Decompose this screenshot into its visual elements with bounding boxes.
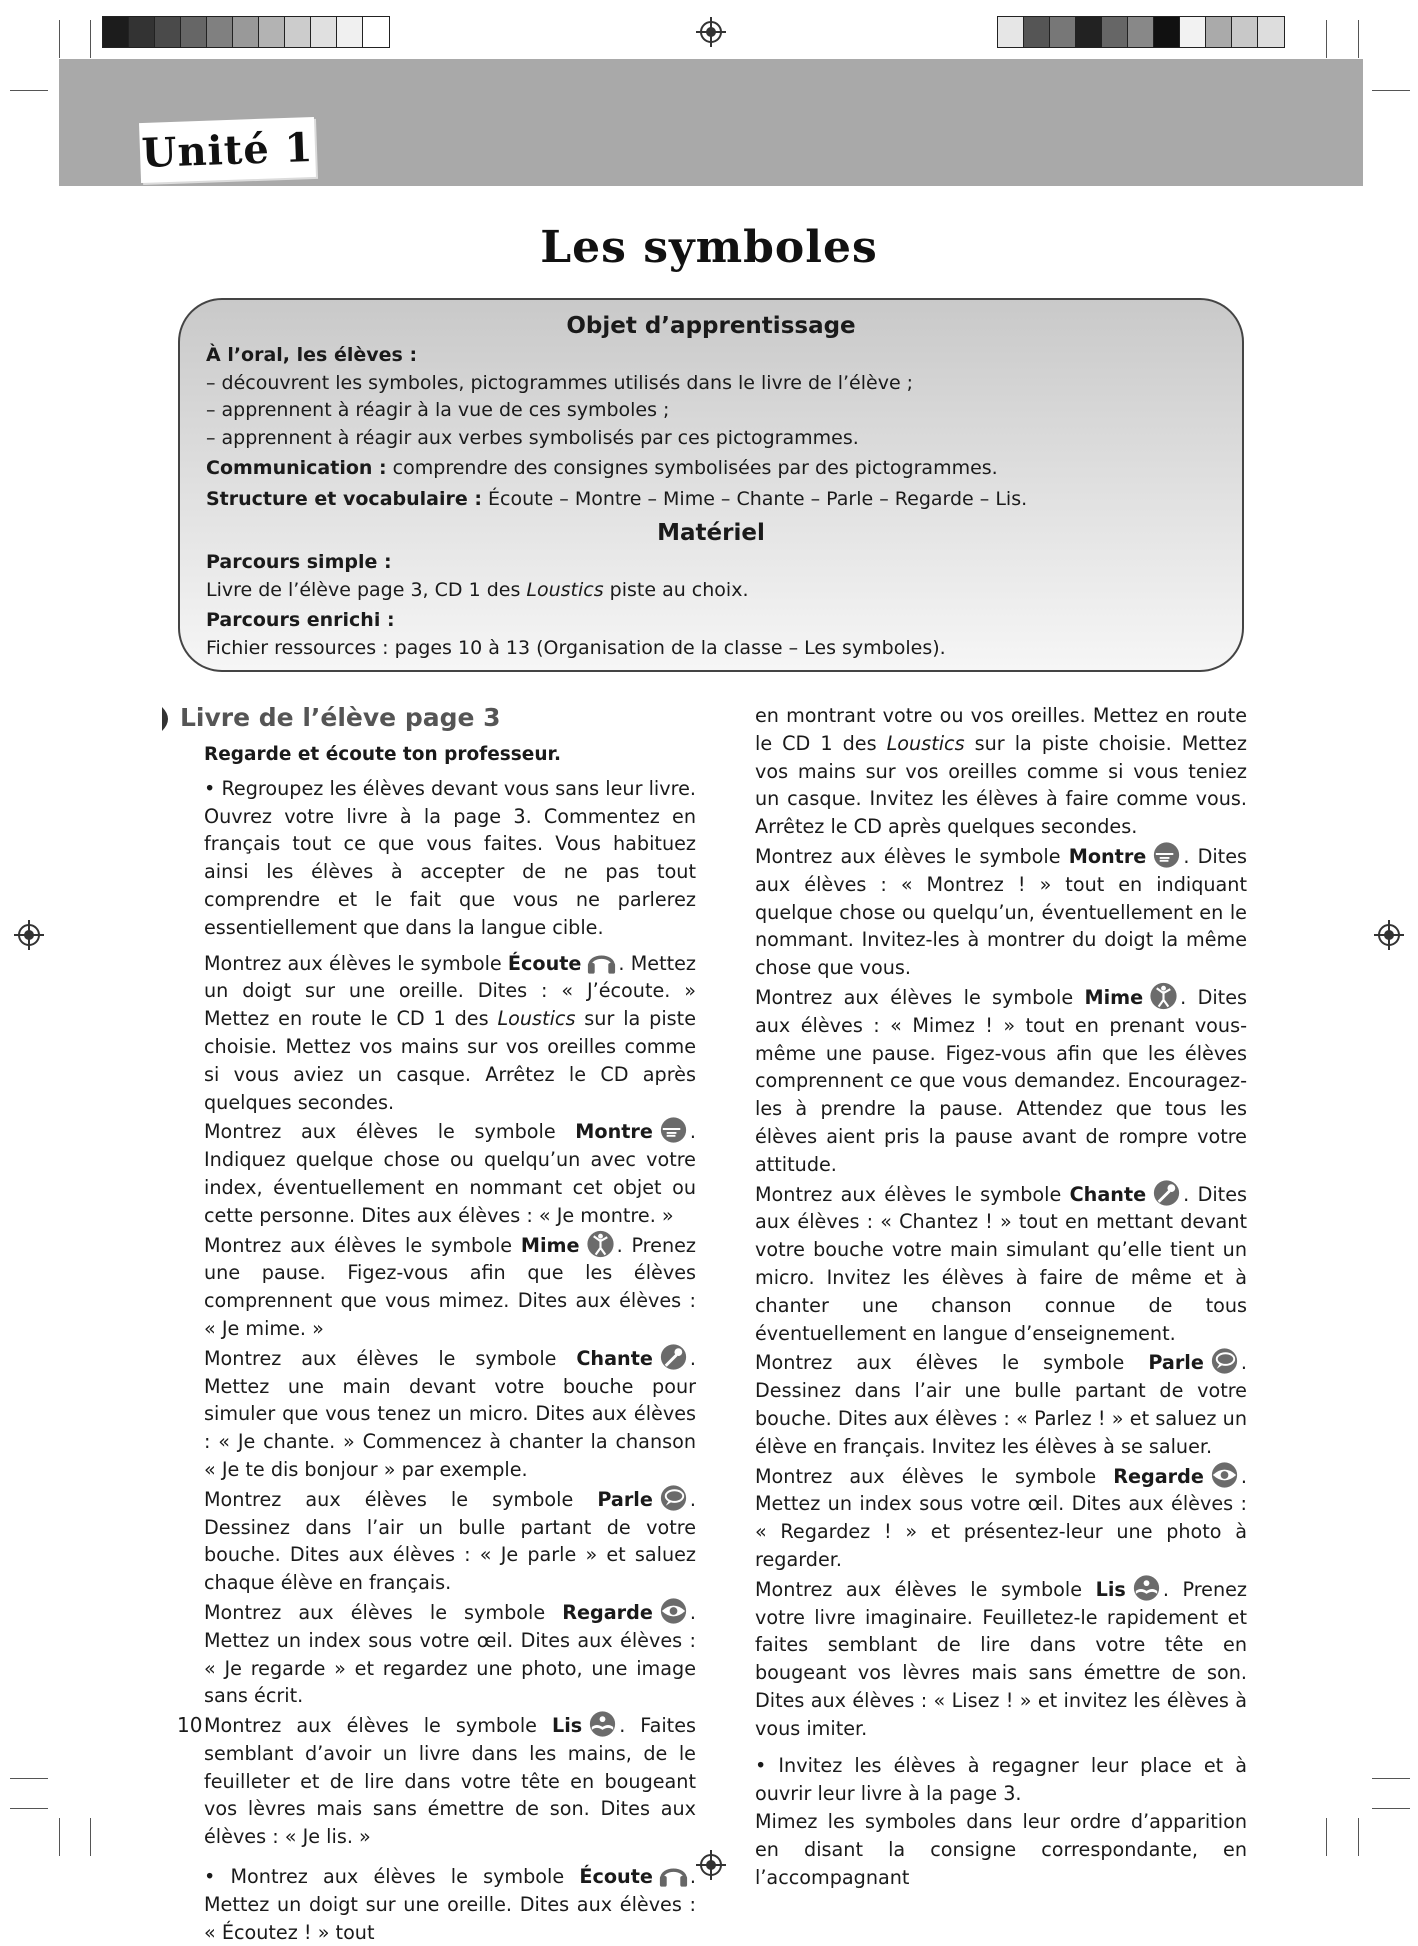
crop-mark xyxy=(10,1808,48,1809)
objective-heading: Objet d’apprentissage xyxy=(566,313,856,339)
symbol-name: Montre xyxy=(1068,844,1147,868)
text: . Indiquez quelque chose ou quelqu’un avec votre index, éventuellement en nommant cet objet ou cette personne. Dites aux élèves : « Je montre. » xyxy=(204,1120,696,1227)
text: Montrez aux élèves le symbole xyxy=(755,1182,1070,1206)
book-icon xyxy=(586,1710,619,1738)
paragraph xyxy=(204,1710,696,1851)
text: . Mettez un index sous votre œil. Dites aux élèves : « Regardez ! » et présentez-leur une photo à regarder. xyxy=(755,1464,1247,1571)
loustics-title: Loustics xyxy=(497,1007,576,1031)
text: . Mettez un index sous votre œil. Dites aux élèves : « Je regarde » et regardez une photo, une image sans écrit. xyxy=(204,1600,696,1708)
paragraph xyxy=(204,1343,696,1484)
communication-line xyxy=(206,455,1216,483)
crop-mark xyxy=(1372,1778,1410,1779)
text: . Dites aux élèves : « Mimez ! » tout en prenant vous-même une pause. Figez-vous afin que les élèves comprennent ce que vous demandez. Encouragez-les à prendre la pause. Attendez que tous les élèves aient pris la pause avant de rompre votre attitude. xyxy=(755,985,1247,1176)
section-heading-text: Livre de l’élève page 3 xyxy=(180,703,501,732)
paragraph xyxy=(755,1461,1247,1574)
pointing-hand-icon xyxy=(657,1116,690,1144)
text: Montrez aux élèves le symbole xyxy=(204,1346,577,1370)
symbol-name: Lis xyxy=(551,1714,583,1738)
paragraph xyxy=(755,702,1247,841)
symbol-name: Montre xyxy=(575,1120,653,1144)
crop-mark xyxy=(1326,20,1327,58)
enrichi-label: Parcours enrichi : xyxy=(206,609,395,631)
text: . Mettez un doigt sur une oreille. Dites aux élèves : « Écoutez ! » tout xyxy=(204,1865,696,1944)
text: . Mettez une main devant votre bouche pour simuler que vous tenez un micro. Dites aux élèves : « Je chante. » Commencez à chanter la chanson « Je te dis bonjour » par exemple. xyxy=(204,1346,696,1481)
symbol-name: Regarde xyxy=(1113,1464,1204,1488)
text: . Prenez une pause. Figez-vous afin que les élèves comprennent que vous mimez. Dites aux élèves : « Je mime. » xyxy=(204,1233,696,1340)
text: sur la piste choisie. Mettez vos mains sur vos oreilles comme si vous teniez un casque. Invitez les élèves à faire comme vous. Arrêtez le CD après quelques secondes. xyxy=(755,731,1247,839)
text: . Dites aux élèves : « Montrez ! » tout en indiquant quelque chose ou quelqu’un, éventuellement en le nommant. Invitez-les à montrer du doigt la même chose que vous. xyxy=(755,844,1247,980)
communication-text: comprendre des consignes symbolisées par des pictogrammes. xyxy=(386,457,998,479)
paragraph xyxy=(755,982,1247,1179)
paragraph xyxy=(204,1230,696,1343)
text: Montrez aux élèves le symbole xyxy=(204,1714,552,1738)
section-bullet-icon xyxy=(160,707,174,731)
objective-bullet: – découvrent les symboles, pictogrammes utilisés dans le livre de l’élève ; xyxy=(206,371,914,394)
text: Montrez aux élèves le symbole xyxy=(204,1120,576,1144)
section-subheading: Regarde et écoute ton professeur. xyxy=(204,744,562,765)
symbol-name: Écoute xyxy=(507,951,582,975)
objective-box xyxy=(178,298,1244,672)
loustics-title: Loustics xyxy=(886,731,965,755)
paragraph xyxy=(755,1347,1247,1460)
paragraph xyxy=(204,1484,696,1597)
text: . Mettez un doigt sur une oreille. Dites : « J’écoute. » Mettez en route le CD 1 des xyxy=(204,951,696,1031)
paragraph: • Regroupez les élèves devant vous sans leur livre. Ouvrez votre livre à la page 3. Commentez en français tout ce que vous faites. Vous habituez ainsi les élèves à accepter de ne pas tout comprendre et le fait que vous ne parlerez essentiellement que dans la langue cible. xyxy=(204,776,696,939)
paragraph: • Invitez les élèves à regagner leur place et à ouvrir leur livre à la page 3. xyxy=(755,1754,1247,1806)
text: . Dessinez dans l’air une bulle partant de votre bouche. Dites aux élèves : « Parlez ! » et saluez un élève en français. Invitez les élèves à se saluer. xyxy=(755,1351,1247,1458)
eye-icon xyxy=(657,1597,690,1625)
symbol-name: Parle xyxy=(597,1487,653,1511)
text: Montrez aux élèves le symbole xyxy=(755,1351,1149,1375)
paragraph xyxy=(755,841,1247,982)
crop-mark xyxy=(10,90,48,91)
text: Montrez aux élèves le symbole xyxy=(755,1577,1096,1601)
paragraph xyxy=(204,948,696,1117)
symbol-name: Parle xyxy=(1148,1351,1204,1375)
registration-mark-icon xyxy=(1378,924,1400,946)
color-calibration-bar-right xyxy=(997,16,1285,48)
unit-label: Unité 1 xyxy=(139,117,316,183)
book-icon xyxy=(1130,1574,1163,1602)
text: en montrant votre ou vos oreilles. Mettez en route le CD 1 des xyxy=(755,704,1247,755)
symbol-name: Regarde xyxy=(562,1600,653,1624)
text: Montrez aux élèves le symbole xyxy=(204,1487,598,1511)
crop-mark xyxy=(59,20,60,58)
crop-mark xyxy=(1358,20,1359,58)
headphones-icon xyxy=(585,948,618,976)
symbol-name: Mime xyxy=(520,1233,580,1257)
right-column xyxy=(755,702,1247,1891)
simple-text xyxy=(206,577,1216,605)
speech-bubble-icon xyxy=(657,1484,690,1512)
objective-bullet: – apprennent à réagir à la vue de ces symboles ; xyxy=(206,399,670,421)
loustics-title: Loustics xyxy=(526,578,604,601)
speech-bubble-icon xyxy=(1208,1347,1241,1375)
simple-label: Parcours simple : xyxy=(206,551,392,573)
microphone-icon xyxy=(1150,1179,1183,1207)
eye-icon xyxy=(1208,1461,1241,1489)
crop-mark xyxy=(1326,1818,1327,1856)
structure-text: Écoute – Montre – Mime – Chante – Parle – Regarde – Lis. xyxy=(481,487,1028,510)
simple-text-part: Livre de l’élève page 3, CD 1 des xyxy=(206,578,527,601)
mime-figure-icon xyxy=(1147,982,1180,1010)
crop-mark xyxy=(1358,1818,1359,1856)
crop-mark xyxy=(90,20,91,58)
symbol-name: Chante xyxy=(576,1346,653,1370)
paragraph xyxy=(204,1116,696,1229)
objective-bullet: – apprennent à réagir aux verbes symbolisés par ces pictogrammes. xyxy=(206,426,859,449)
text: Montrez aux élèves le symbole xyxy=(204,1233,521,1257)
materiel-heading: Matériel xyxy=(657,520,765,546)
headphones-icon xyxy=(657,1861,690,1889)
paragraph xyxy=(755,1179,1247,1348)
section-heading xyxy=(180,703,501,732)
text: Montrez aux élèves le symbole xyxy=(755,844,1069,868)
symbol-name: Écoute xyxy=(579,1865,653,1889)
paragraph xyxy=(755,1574,1247,1743)
text: . Prenez votre livre imaginaire. Feuilletez-le rapidement et faites semblant de lire dans votre tête en bougeant vos lèvres mais sans émettre de son. Dites aux élèves : « Lisez ! » et invitez les élèves à vous imiter. xyxy=(755,1577,1248,1740)
communication-label: Communication : xyxy=(206,457,387,479)
crop-mark xyxy=(1372,1808,1410,1809)
crop-mark xyxy=(1372,90,1410,91)
structure-line xyxy=(206,486,1216,514)
registration-mark-icon xyxy=(18,924,40,946)
symbol-name: Chante xyxy=(1069,1182,1147,1206)
paragraph xyxy=(204,1597,696,1710)
mime-figure-icon xyxy=(584,1230,617,1258)
text: Montrez aux élèves le symbole xyxy=(755,1464,1114,1488)
pointing-hand-icon xyxy=(1150,841,1183,869)
structure-label: Structure et vocabulaire : xyxy=(206,487,482,510)
enrichi-text: Fichier ressources : pages 10 à 13 (Organisation de la classe – Les symboles). xyxy=(206,636,946,659)
crop-mark xyxy=(10,1778,48,1779)
text: . Dessinez dans l’air un bulle partant de votre bouche. Dites aux élèves : « Je parle » et saluez chaque élève en français. xyxy=(204,1487,696,1595)
text: Montrez aux élèves le symbole xyxy=(204,951,508,975)
symbol-name: Lis xyxy=(1095,1577,1126,1601)
text: . Faites semblant d’avoir un livre dans les mains, de le feuilleter et de lire dans votre tête en bougeant vos lèvres mais sans émettre de son. Dites aux élèves : « Je lis. » xyxy=(204,1714,696,1849)
left-column xyxy=(204,741,696,1946)
oral-intro: À l’oral, les élèves : xyxy=(206,344,418,366)
page-title: Les symboles xyxy=(540,222,878,273)
page-number: 10 xyxy=(177,1713,203,1737)
paragraph xyxy=(204,1861,696,1946)
color-calibration-bar-left xyxy=(102,16,390,48)
text: • Montrez aux élèves le symbole xyxy=(204,1865,580,1889)
text: sur la piste choisie. Mettez vos mains sur vos oreilles comme si vous aviez un casque. Arrêtez le CD après quelques secondes. xyxy=(204,1007,696,1114)
text: . Dites aux élèves : « Chantez ! » tout en mettant devant votre bouche votre main simulant qu’elle tient un micro. Invitez les élèves à faire de même et à chanter une chanson connue de tous éventuellement en langue d’enseignement. xyxy=(755,1182,1248,1345)
microphone-icon xyxy=(657,1343,690,1371)
registration-mark-icon xyxy=(700,21,722,43)
text: Montrez aux élèves le symbole xyxy=(755,985,1085,1009)
paragraph: Mimez les symboles dans leur ordre d’apparition en disant la consigne correspondante, en l’accompagnant xyxy=(755,1810,1247,1889)
registration-mark-icon xyxy=(700,1854,722,1876)
crop-mark xyxy=(59,1818,60,1856)
crop-mark xyxy=(90,1818,91,1856)
symbol-name: Mime xyxy=(1084,985,1144,1009)
simple-text-part: piste au choix. xyxy=(603,578,749,601)
text: Montrez aux élèves le symbole xyxy=(204,1600,563,1624)
